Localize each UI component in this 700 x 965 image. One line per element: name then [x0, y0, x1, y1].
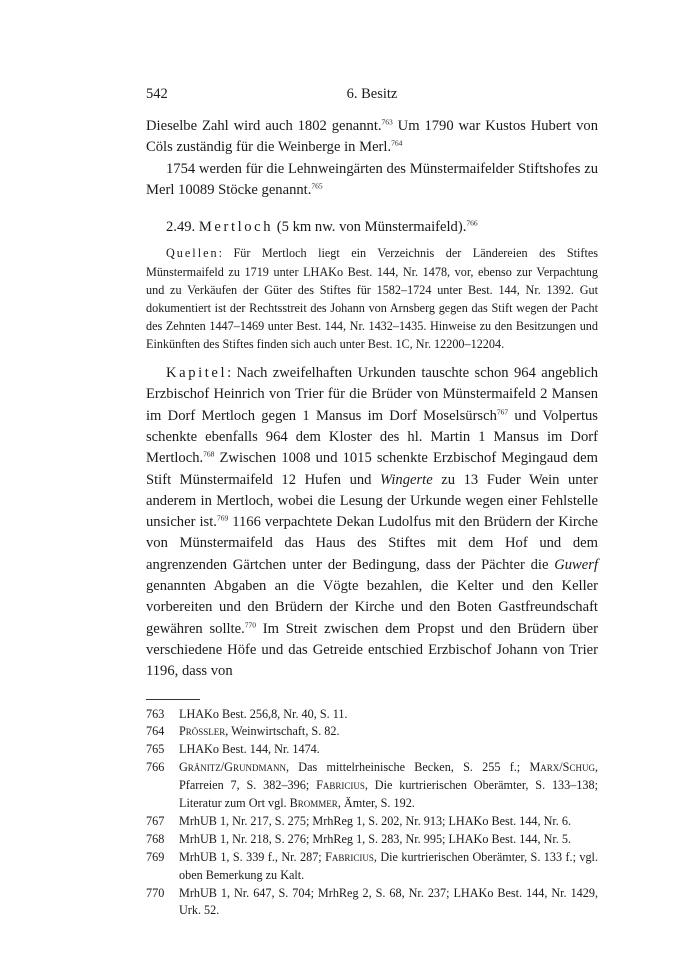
- footnote: 767 MrhUB 1, Nr. 217, S. 275; MrhReg 1, S. 202, Nr. 913; LHAKo Best. 144, Nr. 6.: [146, 813, 572, 828]
- footnote-ref: 764: [391, 138, 403, 148]
- footnote-ref: 769: [216, 513, 229, 523]
- footnote-ref: 765: [311, 181, 323, 191]
- footnote: 764 Prössler, Weinwirtschaft, S. 82.: [146, 724, 340, 739]
- footnote: 765 LHAKo Best. 144, Nr. 1474.: [146, 742, 320, 757]
- footnote: 769 MrhUB 1, S. 339 f., Nr. 287; Fabricius, Die kurtrierischen Oberämter, S. 133 f.; vgl. oben Bemerkung zu Kalt.: [146, 849, 598, 882]
- footnote-ref: 768: [203, 449, 215, 459]
- sources-paragraph: Quellen: Für Mertloch liegt ein Verzeichnis der Ländereien des Stiftes Münstermaifeld zu 1719 unter LHAKo Best. 144, Nr. 1478, vor, ebenso zur Verpachtung und zu Verkäufen der Güter des Stiftes für 1582–1724 unter Best. 144, Nr. 1392. Gut dokumentiert ist der Rechtsstreit des Johann von Arnsberg gegen das Stift wegen der Pacht des Zehnten 1447–1469 unter Best. 144, Nr. 1432–1435. Hinweise zu den Besitzungen und Einkünften des Stiftes finden sich auch unter Best. 1C, Nr. 12200–12204.: [146, 246, 598, 351]
- section-place: Mertloch: [198, 219, 274, 236]
- footnote: 768 MrhUB 1, Nr. 218, S. 276; MrhReg 1, S. 283, Nr. 995; LHAKo Best. 144, Nr. 5.: [146, 831, 572, 846]
- footnote-divider: [146, 699, 200, 700]
- footnote-ref: 767: [496, 407, 509, 417]
- footnotes: [146, 706, 598, 921]
- footnote: 763 LHAKo Best. 256,8, Nr. 40, S. 11.: [146, 706, 348, 721]
- page-number: 542: [146, 86, 168, 102]
- page-header: [146, 86, 598, 108]
- paragraph-intro-2: 1754 werden für die Lehnweingärten des Münstermaifelder Stiftshofes zu Merl 10089 Stöcke genannt.$^{765}$: [146, 160, 598, 198]
- paragraph-intro-1: Dieselbe Zahl wird auch 1802 genannt.$^{763}$ Um 1790 war Kustos Hubert von Cöls zuständig für die Weinberge in Merl.$^{764}$: [146, 117, 599, 156]
- book-page: [146, 86, 598, 920]
- kapitel-paragraph: Kapitel: Nach zweifelhaften Urkunden tauschte schon 964 angeblich Erzbischof Heinrich von Trier für die Brüder von Münstermaifeld 2 Mansen im Dorf Mertloch gegen 1 Mansus im Dorf Moselsürsch$^{767}$ und Volpertus schenkte ebenfalls 964 dem Kloster des hl. Martin 1 Mansus im Dorf Mertloch.$^{768}$ Zwischen 1008 und 1015 schenkte Erzbischof Megingaud dem Stift Münstermaifeld 12 Hufen und Wingerte zu 13 Fuder Wein unter anderem in Mertloch, wobei die Lesung der Urkunde wegen einer Fehlstelle unsicher ist.$^{769}$ 1166 verpachtete Dekan Ludolfus mit den Brüdern der Kirche von Münstermaifeld das Haus des Stiftes mit dem Hof und dem angrenzenden Gärtchen unter der Bedingung, dass der Pächter die Guwerf genannten Abgaben an die Vögte bezahlen, die Kelter und den Keller vorbereiten und den Brüdern der Kirche und den Boten Gastfreundschaft gewähren sollte.$^{770}$ Im Streit zwischen dem Propst und den Brüdern über verschiedene Höfe und das Getreide entschied Erzbischof Johann von Trier 1196, dass von: [146, 365, 599, 680]
- sources-label: Quellen: [166, 246, 219, 261]
- section-heading: 2.49. Mertloch (5 km nw. von Münstermaifeld).$^{766}$: [166, 218, 478, 236]
- footnote-ref: 766: [466, 218, 478, 228]
- kapitel-label: Kapitel: [166, 365, 228, 382]
- footnote-ref: 770: [244, 620, 256, 630]
- footnote-ref: 763: [381, 117, 393, 127]
- footnote: 770 MrhUB 1, Nr. 647, S. 704; MrhReg 2, S. 68, Nr. 237; LHAKo Best. 144, Nr. 1429, Urk. 52.: [146, 885, 598, 918]
- running-title: 6. Besitz: [346, 86, 398, 102]
- footnote: 766 Gränitz/Grundmann, Das mittelrheinische Becken, S. 255 f.; Marx/Schug, Pfarreien 7, S. 382–396; Fabricius, Die kurtrierischen Oberämter, S. 133–138; Literatur zum Ort vgl. Brommer, Ämter, S. 192.: [146, 760, 599, 811]
